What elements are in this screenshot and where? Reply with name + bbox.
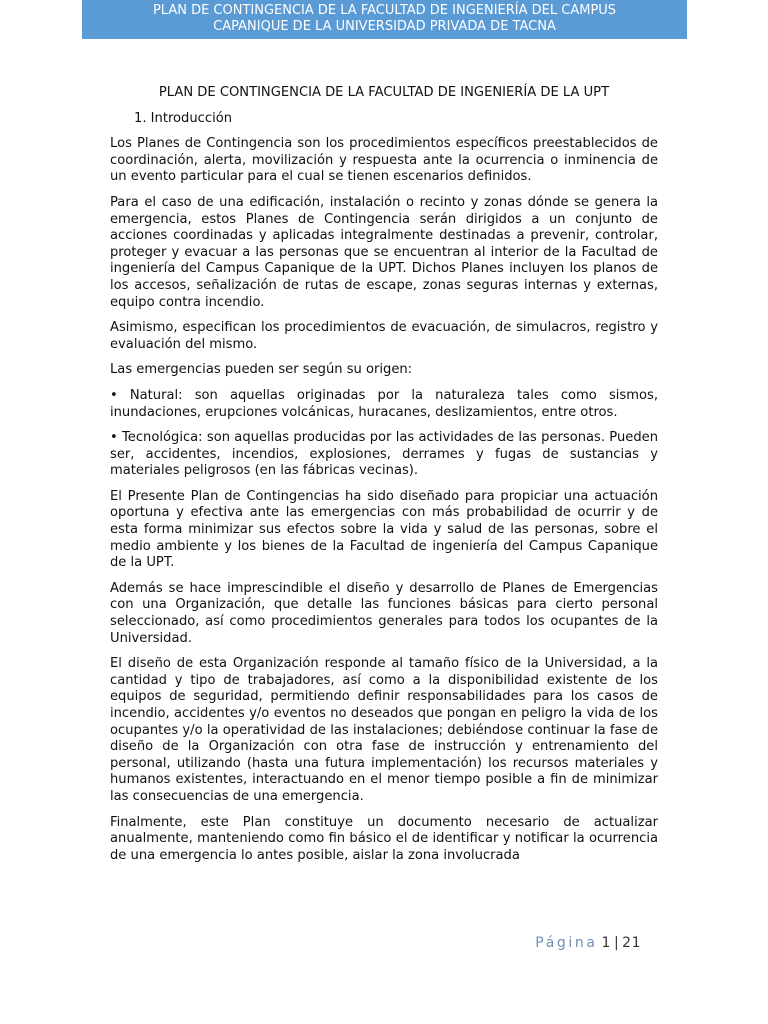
document-title: PLAN DE CONTINGENCIA DE LA FACULTAD DE INGENIERÍA DE LA UPT <box>158 85 610 100</box>
header-line-2: CAPANIQUE DE LA UNIVERSIDAD PRIVADA DE TACNA <box>213 19 556 34</box>
paragraph: El Presente Plan de Contingencias ha sido diseñado para propiciar una actuación oportuna y efectiva ante las emergencias con más probabilidad de ocurrir y de esta forma minimizar sus efectos sobre la vida y salud de las personas, sobre el medio ambiente y los bienes de la Facultad de ingeniería del Campus Capanique de la UPT. <box>110 488 658 571</box>
paragraph: Asimismo, especifican los procedimientos de evacuación, de simulacros, registro y evaluación del mismo. <box>110 320 658 352</box>
page-footer <box>535 935 641 951</box>
page-header <box>82 0 687 39</box>
paragraph: Las emergencias pueden ser según su origen: <box>110 362 413 378</box>
page-separator: | <box>613 935 620 951</box>
paragraph: Además se hace imprescindible el diseño y desarrollo de Planes de Emergencias con una Organización, que detalle las funciones básicas para cierto personal seleccionado, así como procedimientos generales para todos los ocupantes de la Universidad. <box>110 580 658 646</box>
paragraph: Los Planes de Contingencia son los procedimientos específicos preestablecidos de coordinación, alerta, movilización y respuesta ante la ocurrencia o inminencia de un evento particular para el cual se tienen escenarios definidos. <box>110 136 658 185</box>
bullet-natural: • Natural: son aquellas originadas por la naturaleza tales como sismos, inundaciones, erupciones volcánicas, huracanes, deslizamientos, entre otros. <box>110 387 658 420</box>
header-line-1: PLAN DE CONTINGENCIA DE LA FACULTAD DE INGENIERÍA DEL CAMPUS <box>152 3 617 18</box>
bullet-tecnologica: • Tecnológica: son aquellas producidas por las actividades de las personas. Pueden ser, accidentes, incendios, explosiones, derrames y fugas de sustancias y materiales peligrosos (en las fábricas vecinas). <box>110 430 658 479</box>
total-pages: 21 <box>622 935 641 951</box>
page-label: Página <box>535 935 598 951</box>
paragraph: El diseño de esta Organización responde al tamaño físico de la Universidad, a la cantidad y tipo de trabajadores, así como a la disponibilidad existente de los equipos de seguridad, permitiendo definir responsabilidades para los casos de incendio, accidentes y/o eventos no deseados que pongan en peligro la vida de los ocupantes y/o la operatividad de las instalaciones; debiéndose continuar la fase de diseño de la Organización con otra fase de instrucción y entrenamiento del personal, utilizando (hasta una futura implementación) los recursos materiales y humanos existentes, interactuando en el menor tiempo posible a fin de minimizar las consecuencias de una emergencia. <box>110 656 658 804</box>
paragraph: Para el caso de una edificación, instalación o recinto y zonas dónde se genera la emergencia, estos Planes de Contingencia serán dirigidos a un conjunto de acciones coordinadas y aplicadas integralmente destinadas a prevenir, controlar, proteger y evacuar a las personas que se encuentran al interior de la Facultad de ingeniería del Campus Capanique de la UPT. Dichos Planes incluyen los planos de los accesos, señalización de rutas de escape, zonas seguras internas y externas, equipo contra incendio. <box>110 194 658 310</box>
paragraph: Finalmente, este Plan constituye un documento necesario de actualizar anualmente, manteniendo como fin básico el de identificar y notificar la ocurrencia de una emergencia lo antes posible, aislar la zona involucrada <box>110 814 658 863</box>
page-number: 1 <box>601 935 611 951</box>
document-body <box>110 85 658 873</box>
section-heading: 1. Introducción <box>134 110 233 126</box>
